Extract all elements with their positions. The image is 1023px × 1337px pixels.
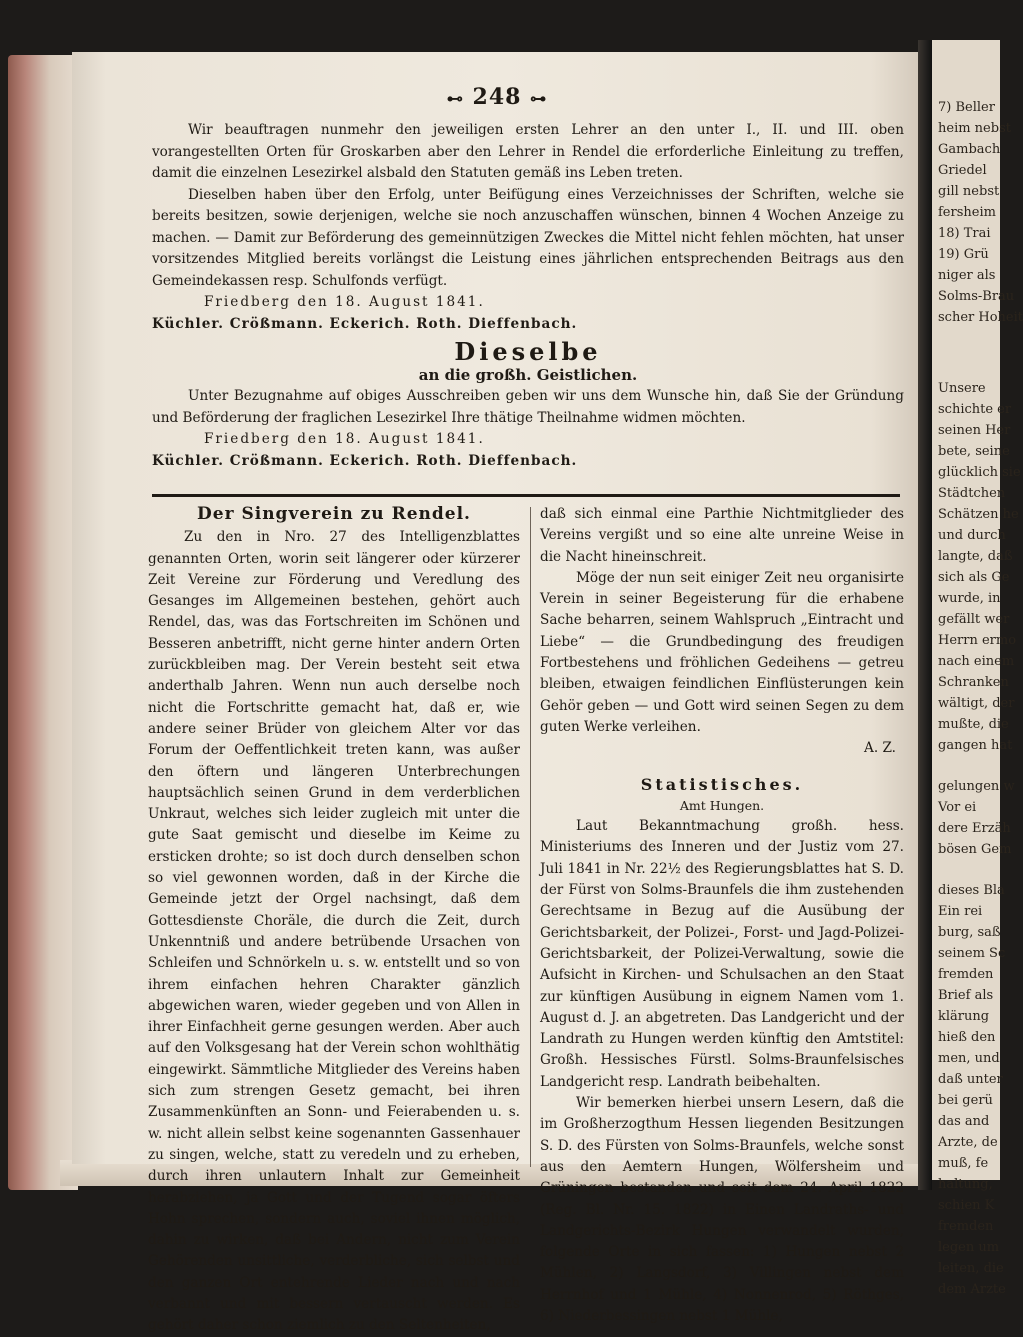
adjacent-page-line: haltung, bbox=[938, 1177, 993, 1192]
page-number: 248 bbox=[472, 84, 522, 110]
adjacent-page-line: muß, fe bbox=[938, 1156, 989, 1171]
adjacent-page-line: fremden bbox=[938, 1219, 994, 1234]
page-header bbox=[72, 84, 922, 110]
adjacent-page-line: Brief als bbox=[938, 988, 994, 1003]
section-subtitle: Amt Hungen. bbox=[679, 797, 765, 813]
adjacent-page-line: langte, daß bbox=[938, 549, 1013, 564]
adjacent-page-line: niger als bbox=[938, 268, 996, 283]
adjacent-page-line: heim nebst bbox=[938, 121, 1011, 136]
ornament-right-icon: ⊶ bbox=[530, 89, 548, 108]
adjacent-page-line: Ein rei bbox=[938, 904, 983, 919]
adjacent-page-line: Gambach bbox=[938, 142, 1001, 157]
column-divider bbox=[530, 507, 531, 1167]
adjacent-page-line: dieses Bla bbox=[938, 883, 1005, 898]
adjacent-page-line: gangen hat bbox=[938, 738, 1013, 753]
article-body: Zu den in Nro. 27 des Intelligenzblattes genannten Orten, worin seit längerer oder kürzerer Zeit Vereine zur Förderung und Veredlung des Gesanges im Allgemeinen bestehen, gehört auch Rendel, das, was das Fortschreiten im Schönen und Besseren anbetrifft, nicht gerne hinter andern Orten zurückbleiben mag. Der Verein besteht seit etwa anderthalb Jahren. Wenn nun auch derselbe noch nicht die Fortschritte gemacht hat, daß er, wie andere seiner Brüder von gleichem Alter vor das Forum der Oeffentlichkeit treten kann, was außer den öftern und längeren Unterbrechungen hauptsächlich seinen Grund in dem verderblichen Unkraut, welches sich leider zugleich mit unter die gute Saat gemischt und dieselbe im Keime zu ersticken drohte; so ist doch durch denselben schon so viel gewonnen worden, daß in der Kirche die Gemeinde jetzt der Orgel nachsingt, daß dem Gottesdienste Choräle, die durch die Zeit, durch Unkenntniß und andere betrübende Ursachen von Schleifen und Schnörkeln u. s. w. entstellt und so von ihrem einfachen hehren Charakter gänzlich abgewichen waren, wieder gegeben und von Allen in ihrer Einfachheit gerne gesungen werden. Aber auch auf den Volksgesang hat der Verein schon wohlthätig eingewirkt. Sämmtliche Mitglieder des Vereins haben sich zum strengen Gesetz gemacht, bei ihren Zusammenkünften an Sonn- und Feierabenden u. s. w. nicht allein selbst keine sogenannten Gassenhauer zu singen, welche, statt zu veredeln und zu erheben, durch ihren unlautern Inhalt zur Gemeinheit herabziehen, ja Gott und der Tugend sogar öfters Hohn sprechen, sondern auch, soviel ihnen möglich, dahin zu wirken, daß bei Andern, nicht zum Verein Gehörenden unsittliche, verderbliche, sich selbst und den ganzen Ort entehrende Lieder nach und nach verbannt und mit bessern vertauscht werden. Es gehört daher schon ziemlich zu den Seltenheiten, bbox=[148, 529, 520, 1334]
adjacent-page-line: schien K bbox=[938, 1198, 995, 1213]
book-gutter bbox=[918, 40, 932, 1190]
notice-paragraph: Unter Bezugnahme auf obiges Ausschreiben geben wir uns dem Wunsche hin, daß Sie der Gründung und Beförderung der fraglichen Lesezirkel Ihre thätige Theilnahme widmen möchten. bbox=[152, 388, 904, 426]
adjacent-page-line: wurde, in bbox=[938, 591, 1001, 606]
adjacent-page-line: gelungen w bbox=[938, 779, 1015, 794]
section-divider bbox=[152, 494, 900, 497]
adjacent-page-line: schichte er bbox=[938, 402, 1012, 417]
article-paragraph: Möge der nun seit einiger Zeit neu organisirte Verein in seiner Begeisterung für die erhabene Sache beharren, seinem Wahlspruch „Eintracht und Liebe“ — die Grundbedingung des freudigen Fortbestehens und fröhlichen Gedeihens — getreu bleiben, etwaigen feindlichen Einflüsterungen kein Gehör geben — und Gott wird seinen Segen zu dem guten Werke verleihen. bbox=[540, 569, 904, 735]
adjacent-page-line: seinen Her bbox=[938, 423, 1011, 438]
adjacent-page-line: fremden bbox=[938, 967, 994, 982]
adjacent-page-line: Städtchen bbox=[938, 486, 1006, 501]
adjacent-page-line: Vor ei bbox=[938, 800, 977, 815]
adjacent-page-line: Herrn ermo bbox=[938, 633, 1017, 648]
adjacent-page-line: 19) Grü bbox=[938, 247, 989, 262]
place-date: Friedberg den 18. August 1841. bbox=[204, 294, 485, 310]
adjacent-page-line: Arzte, de bbox=[938, 1135, 998, 1150]
place-date: Friedberg den 18. August 1841. bbox=[204, 431, 485, 447]
adjacent-page-line: glücklich sie bbox=[938, 465, 1021, 480]
adjacent-page-line: Griedel bbox=[938, 163, 987, 178]
left-column bbox=[148, 504, 520, 1337]
adjacent-page-line: dere Erzäh bbox=[938, 821, 1011, 836]
adjacent-page-line: daß unter bbox=[938, 1072, 1003, 1087]
adjacent-page-line: das and bbox=[938, 1114, 990, 1129]
article-signature: A. Z. bbox=[864, 740, 896, 757]
notice-paragraph-1: Wir beauftragen nunmehr den jeweiligen ersten Lehrer an den unter I., II. und III. oben vorangestellten Orten für Groskarben aber den Lehrer in Rendel die erforderliche Einleitung zu treffen, damit die einzelnen Lesezirkel alsbald den Statuten gemäß ins Leben treten. bbox=[152, 122, 904, 181]
section-paragraph-2: Wir bemerken hierbei unsern Lesern, daß die im Großherzogthum Hessen liegenden Besitzungen S. D. des Fürsten von Solms-Braunfels, welche sonst aus den Aemtern Hungen, Wölfersheim und Grüningen bestanden und seit dem 24. April 1822 (Reg. Bl. Nr. 15. 1822) in Einen Landraths- und Landgerichts-Bezirk Hungen verwandelt wurden, folgende Orte in sich fassen: 1) Hungen nebst 2 Mühlen, 2) Langsdorf, 3) Villingen nebst dem Herrnhof und 1 Mühle, 4) Nonnenrod, 5) Röthges, 6) Niederbessingen nebst 1 Mühle, bbox=[540, 1095, 904, 1324]
right-column bbox=[540, 504, 904, 1327]
signatories: Küchler. Crößmann. Eckerich. Roth. Dieffenbach. bbox=[152, 452, 578, 469]
adjacent-page-line: klärung bbox=[938, 1009, 990, 1024]
adjacent-page-line: gill nebst bbox=[938, 184, 1000, 199]
adjacent-page-line: burg, saß bbox=[938, 925, 1001, 940]
adjacent-page-line: Schranken bbox=[938, 675, 1009, 690]
section-title: Statistisches. bbox=[640, 774, 804, 794]
adjacent-page-line: Unsere bbox=[938, 381, 986, 396]
book-page bbox=[72, 52, 922, 1334]
article-continuation: daß sich einmal eine Parthie Nichtmitglieder des Vereins vergißt und so eine alte unreine Weise in die Nacht hineinschreit. bbox=[540, 506, 904, 565]
adjacent-page-line: wältigt, der bbox=[938, 696, 1015, 711]
adjacent-page-line: hieß den bbox=[938, 1030, 996, 1045]
notice-headline: Dieselbe bbox=[454, 337, 602, 366]
book-page-edges bbox=[8, 55, 78, 1190]
adjacent-page-line: legen um bbox=[938, 1240, 1000, 1255]
adjacent-page-line: 7) Beller bbox=[938, 100, 995, 115]
top-notice bbox=[152, 120, 904, 472]
adjacent-page-line: 18) Trai bbox=[938, 226, 991, 241]
adjacent-page-line: sich als Ge bbox=[938, 570, 1010, 585]
notice-subhead: an die großh. Geistlichen. bbox=[418, 365, 638, 384]
adjacent-page-line: seinem Sc bbox=[938, 946, 1006, 961]
adjacent-page-line: nach einem bbox=[938, 654, 1015, 669]
section-paragraph-1: Laut Bekanntmachung großh. hess. Ministeriums des Inneren und der Justiz vom 27. Juli 1841 in Nr. 22½ des Regierungsblattes hat S. D. der Fürst von Solms-Braunfels die ihm zustehenden Gerechtsame in Bezug auf die Ausübung der Gerichtsbarkeit, der Polizei-, Forst- und Jagd-Polizei-Gerichtsbarkeit, der Polizei-Verwaltung, sowie die Aufsicht in Kirchen- und Schulsachen an den Staat zur künftigen Ausübung in eignem Namen vom 1. August d. J. an abgetreten. Das Landgericht und der Landrath zu Hungen werden künftig den Amtstitel: Großh. Hessisches Fürstl. Solms-Braunfelsisches Landgericht resp. Landrath beibehalten. bbox=[540, 818, 904, 1090]
adjacent-page-line: fersheim bbox=[938, 205, 996, 220]
adjacent-page-line: dem Arzte bbox=[938, 1282, 1006, 1297]
adjacent-page-line: und durch bbox=[938, 528, 1006, 543]
adjacent-page-line: bösen Gem bbox=[938, 842, 1012, 857]
signatories: Küchler. Crößmann. Eckerich. Roth. Dieffenbach. bbox=[152, 315, 578, 332]
adjacent-page bbox=[932, 40, 1023, 1297]
adjacent-page-line: bei gerü bbox=[938, 1093, 993, 1108]
adjacent-page-line: men, und bbox=[938, 1051, 1000, 1066]
article-title: Der Singverein zu Rendel. bbox=[197, 504, 471, 524]
notice-paragraph-2: Dieselben haben über den Erfolg, unter Beifügung eines Verzeichnisses der Schriften, welche sie bereits besitzen, sowie derjenigen, welche sie noch anzuschaffen wünschen, binnen 4 Wochen Anzeige zu machen. — Damit zur Beförderung des gemeinnützigen Zweckes die Mittel nicht fehlen möchten, hat unser vorsitzendes Mitglied bereits vorlängst die Leistung eines jährlichen entsprechenden Beitrags aus den Gemeindekassen resp. Schulfonds verfügt. bbox=[152, 186, 904, 289]
adjacent-page-line: bete, seine bbox=[938, 444, 1010, 459]
adjacent-page-line: mußte, die bbox=[938, 717, 1009, 732]
adjacent-page-line: scher Hoheit bbox=[938, 310, 1023, 325]
ornament-left-icon: ⊷ bbox=[446, 89, 464, 108]
adjacent-page-line: leiten, die bbox=[938, 1261, 1004, 1276]
adjacent-page-line: gefällt wer bbox=[938, 612, 1010, 627]
adjacent-page-line: Schätzen he bbox=[938, 507, 1019, 522]
adjacent-page-line: Solms-Brau bbox=[938, 289, 1015, 304]
